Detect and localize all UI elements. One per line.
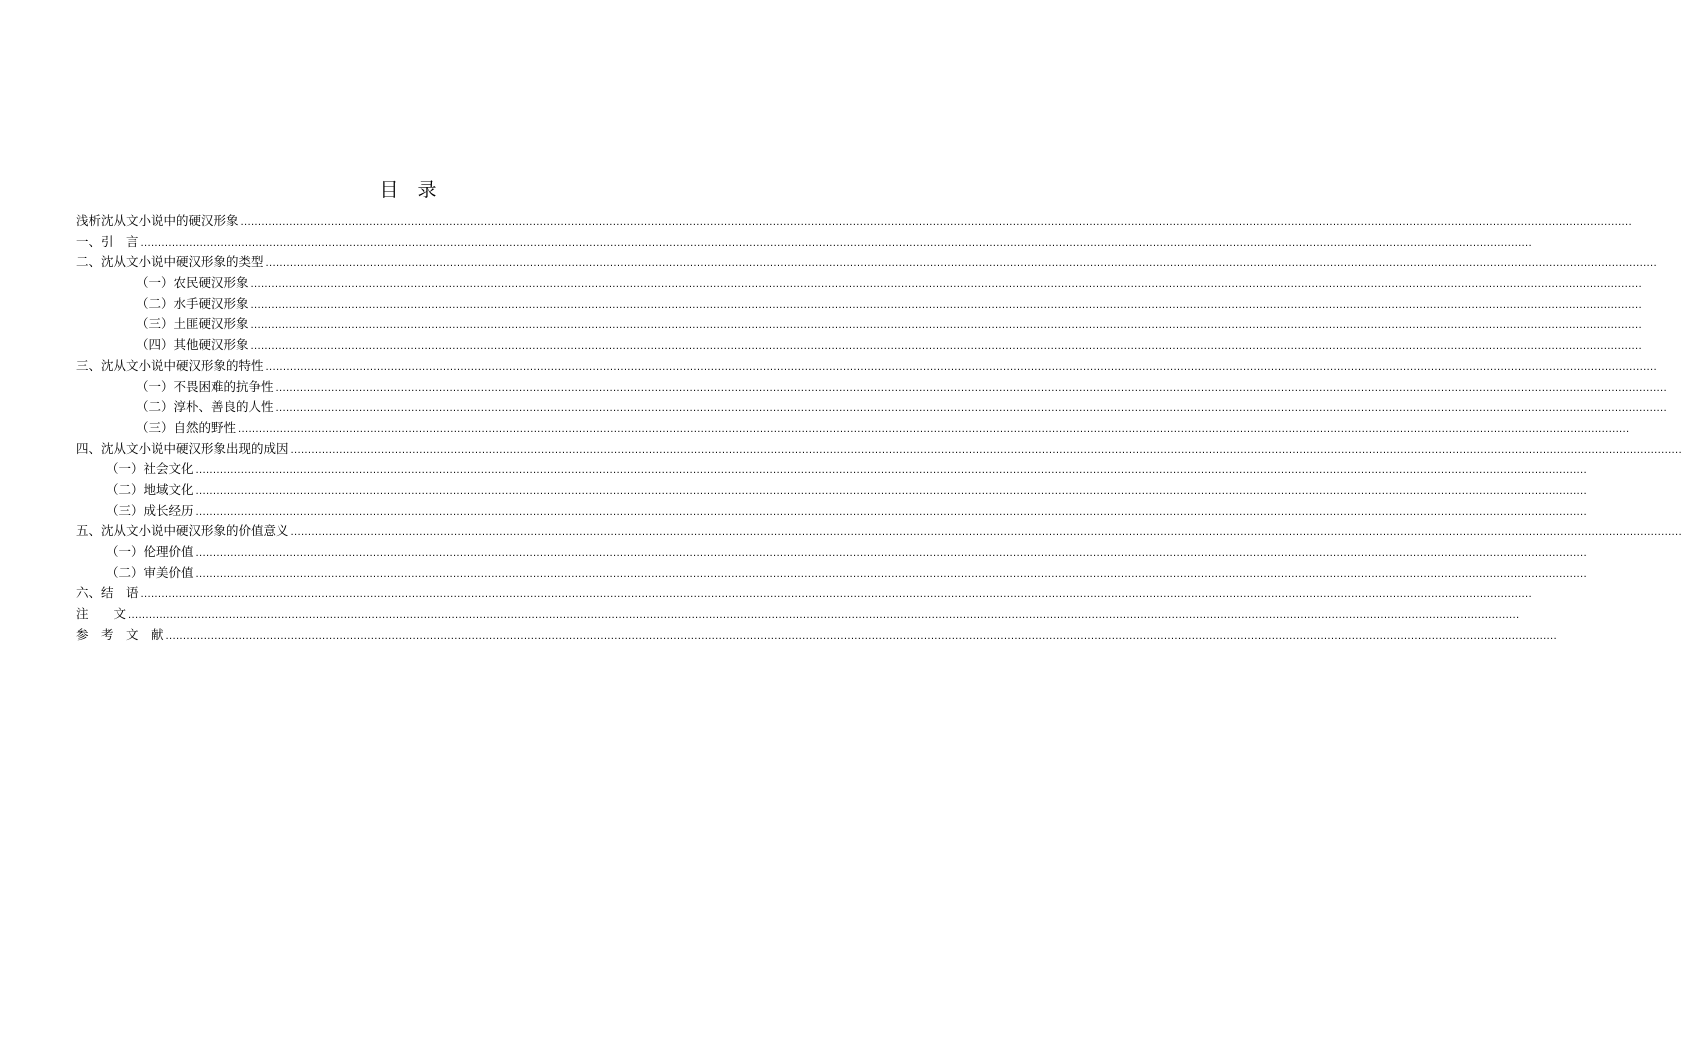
toc-entry-label: （三）自然的野性 bbox=[136, 419, 237, 435]
toc-entry[interactable] bbox=[76, 521, 1682, 542]
toc-entry-label: （一）农民硬汉形象 bbox=[136, 275, 249, 291]
toc-entry[interactable] bbox=[76, 314, 1642, 335]
toc-dot-leader: ................................................................................................................................................................................................................................................................................................................................................................................................................ bbox=[140, 237, 1532, 249]
toc-entry[interactable] bbox=[76, 604, 1520, 625]
toc-entry[interactable] bbox=[76, 211, 1632, 232]
toc-dot-leader: ................................................................................................................................................................................................................................................................................................................................................................................................................ bbox=[250, 279, 1642, 291]
toc-entry[interactable] bbox=[76, 397, 1667, 418]
toc-entry-label: （三）成长经历 bbox=[106, 502, 194, 518]
toc-entry[interactable] bbox=[76, 273, 1642, 294]
toc-entry-label: （二）地域文化 bbox=[106, 481, 194, 497]
toc-entry-label: （三）土匪硬汉形象 bbox=[136, 316, 249, 332]
toc-dot-leader: ................................................................................................................................................................................................................................................................................................................................................................................................................ bbox=[128, 610, 1520, 622]
toc-entry[interactable] bbox=[76, 439, 1682, 460]
toc-dot-leader: ................................................................................................................................................................................................................................................................................................................................................................................................................ bbox=[250, 299, 1642, 311]
toc-dot-leader: ................................................................................................................................................................................................................................................................................................................................................................................................................ bbox=[195, 568, 1587, 580]
toc-entry-label: 三、沈从文小说中硬汉形象的特性 bbox=[76, 357, 264, 373]
toc-entry-label: 注 文 bbox=[76, 606, 127, 622]
toc-entry-label: （二）淳朴、善良的人性 bbox=[136, 399, 274, 415]
toc-entry[interactable] bbox=[76, 563, 1587, 584]
toc-dot-leader: ................................................................................................................................................................................................................................................................................................................................................................................................................ bbox=[250, 320, 1642, 332]
toc-entry[interactable] bbox=[76, 480, 1587, 501]
page-title: 目 录 bbox=[379, 179, 437, 201]
toc-entry[interactable] bbox=[76, 542, 1587, 563]
toc-entry[interactable] bbox=[76, 459, 1587, 480]
toc-dot-leader: ................................................................................................................................................................................................................................................................................................................................................................................................................ bbox=[195, 465, 1587, 477]
toc-entry-label: （二）审美价值 bbox=[106, 564, 194, 580]
toc-entry-label: （四）其他硬汉形象 bbox=[136, 337, 249, 353]
toc-dot-leader: ................................................................................................................................................................................................................................................................................................................................................................................................................ bbox=[238, 423, 1630, 435]
toc-dot-leader: ................................................................................................................................................................................................................................................................................................................................................................................................................ bbox=[265, 361, 1657, 373]
toc-entry-label: （二）水手硬汉形象 bbox=[136, 295, 249, 311]
toc-entry-label: 六、结 语 bbox=[76, 585, 139, 601]
toc-dot-leader: ................................................................................................................................................................................................................................................................................................................................................................................................................ bbox=[250, 341, 1642, 353]
toc-dot-leader: ................................................................................................................................................................................................................................................................................................................................................................................................................ bbox=[275, 403, 1667, 415]
toc-entry[interactable] bbox=[76, 232, 1532, 253]
toc-entry-label: 一、引 言 bbox=[76, 233, 139, 249]
toc-entry[interactable] bbox=[76, 625, 1557, 646]
toc-entry-label: 浅析沈从文小说中的硬汉形象 bbox=[76, 213, 239, 228]
toc-entry-label: （一）伦理价值 bbox=[106, 544, 194, 559]
toc-dot-leader: ................................................................................................................................................................................................................................................................................................................................................................................................................ bbox=[165, 630, 1557, 642]
toc-dot-leader: ................................................................................................................................................................................................................................................................................................................................................................................................................ bbox=[140, 589, 1532, 601]
toc-entry[interactable] bbox=[76, 356, 1657, 377]
toc-dot-leader: ................................................................................................................................................................................................................................................................................................................................................................................................................ bbox=[290, 527, 1682, 539]
toc-entry[interactable] bbox=[76, 501, 1587, 522]
toc-dot-leader: ................................................................................................................................................................................................................................................................................................................................................................................................................ bbox=[240, 217, 1632, 228]
toc-dot-leader: ................................................................................................................................................................................................................................................................................................................................................................................................................ bbox=[195, 485, 1587, 497]
toc-dot-leader: ................................................................................................................................................................................................................................................................................................................................................................................................................ bbox=[195, 506, 1587, 518]
toc-entry[interactable] bbox=[76, 377, 1667, 398]
toc-entry[interactable] bbox=[76, 335, 1642, 356]
toc-dot-leader: ................................................................................................................................................................................................................................................................................................................................................................................................................ bbox=[195, 548, 1587, 559]
toc-entry[interactable] bbox=[76, 418, 1630, 439]
toc-dot-leader: ................................................................................................................................................................................................................................................................................................................................................................................................................ bbox=[275, 382, 1667, 394]
toc-entry[interactable] bbox=[76, 583, 1532, 604]
toc-entry-label: 参 考 文 献 bbox=[76, 626, 164, 642]
toc-entry-label: （一）不畏困难的抗争性 bbox=[136, 378, 274, 394]
toc-entry-label: （一）社会文化 bbox=[106, 461, 194, 477]
toc-dot-leader: ................................................................................................................................................................................................................................................................................................................................................................................................................ bbox=[265, 258, 1657, 270]
toc-entry-label: 五、沈从文小说中硬汉形象的价值意义 bbox=[76, 523, 289, 539]
toc-entry[interactable] bbox=[76, 294, 1642, 315]
toc-entry-label: 四、沈从文小说中硬汉形象出现的成因 bbox=[76, 440, 289, 456]
toc-entry[interactable] bbox=[76, 252, 1657, 273]
toc-entry-label: 二、沈从文小说中硬汉形象的类型 bbox=[76, 254, 264, 270]
toc-dot-leader: ................................................................................................................................................................................................................................................................................................................................................................................................................ bbox=[290, 444, 1682, 456]
table-of-contents bbox=[76, 211, 1682, 645]
